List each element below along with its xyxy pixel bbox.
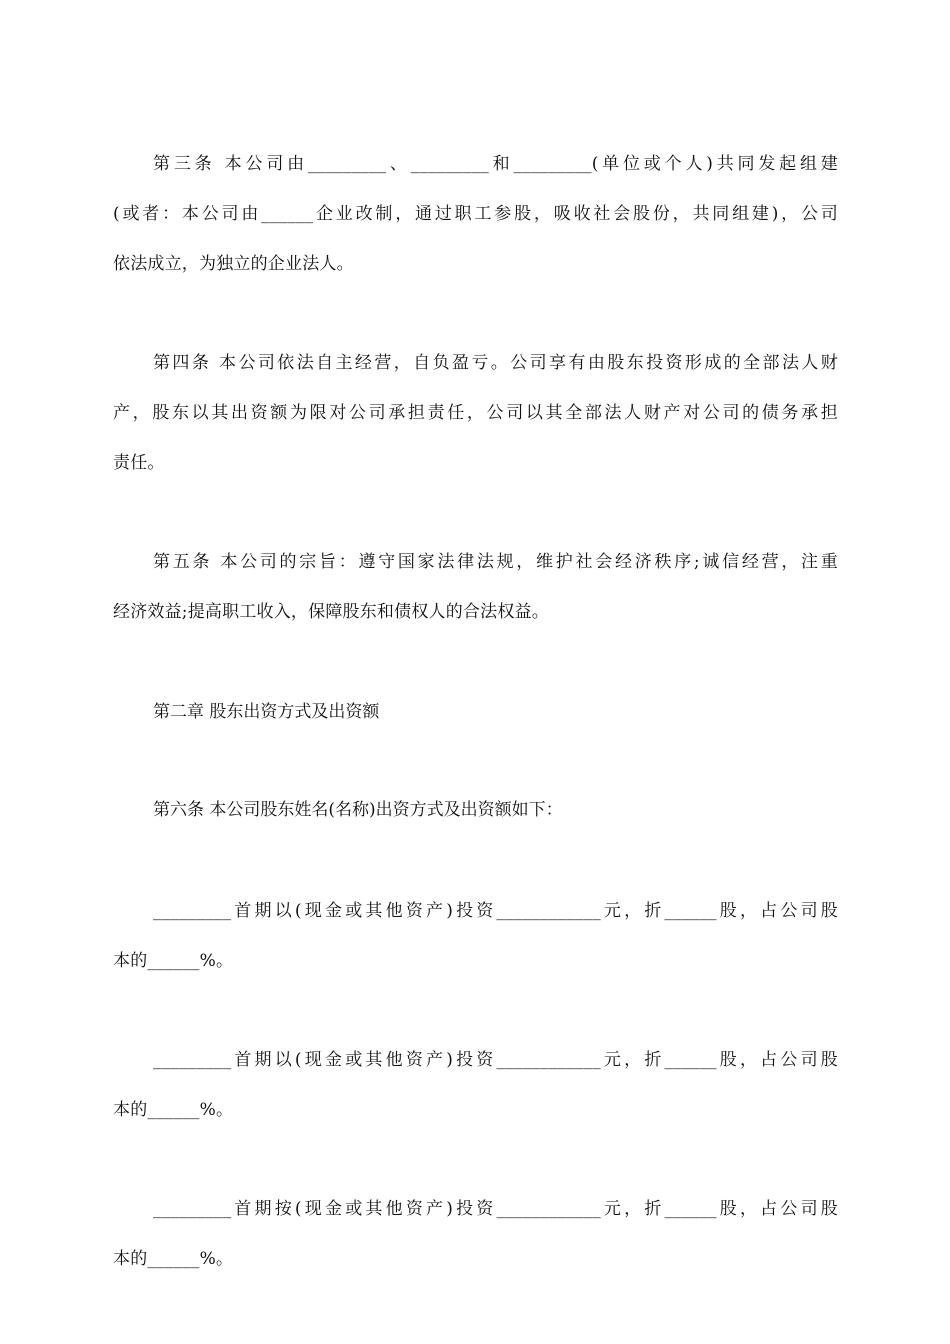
chapter-2-heading: 第二章 股东出资方式及出资额: [153, 702, 380, 722]
article-3-line-1: 第三条 本公司由_________、_________和_________(单位或个人)共同发起组建: [153, 154, 838, 174]
article-5-line-2: 经济效益;提高职工收入，保障股东和债权人的合法权益。: [113, 602, 549, 622]
article-4-line-1: 第四条 本公司依法自主经营，自负盈亏。公司享有由股东投资形成的全部法人财: [153, 353, 838, 373]
shareholder-3-entry: [113, 1184, 838, 1284]
shareholder-2-line-1: _________首期以(现金或其他资产)投资____________元，折______股，占公司股: [153, 1050, 838, 1070]
shareholder-3-line-2: 本的______%。: [113, 1249, 234, 1269]
article-3-paragraph: [113, 139, 838, 289]
shareholder-3-line-1: _________首期按(现金或其他资产)投资____________元，折______股，占公司股: [153, 1199, 838, 1219]
article-4-line-3: 责任。: [113, 453, 165, 473]
shareholder-1-entry: [113, 886, 838, 986]
article-5-paragraph: [113, 537, 838, 637]
article-5-line-1: 第五条 本公司的宗旨：遵守国家法律法规，维护社会经济秩序;诚信经营，注重: [153, 552, 838, 572]
article-3-line-2: (或者：本公司由______企业改制，通过职工参股，吸收社会股份，共同组建)，公司: [113, 204, 838, 224]
shareholder-1-line-2: 本的______%。: [113, 951, 234, 971]
article-4-line-2: 产，股东以其出资额为限对公司承担责任，公司以其全部法人财产对公司的债务承担: [113, 403, 838, 423]
article-3-line-3: 依法成立，为独立的企业法人。: [113, 254, 354, 274]
shareholder-2-line-2: 本的______%。: [113, 1100, 234, 1120]
article-4-paragraph: [113, 338, 838, 488]
article-6-paragraph: 第六条 本公司股东姓名(名称)出资方式及出资额如下：: [153, 800, 563, 820]
shareholder-2-entry: [113, 1035, 838, 1135]
shareholder-1-line-1: _________首期以(现金或其他资产)投资____________元，折______股，占公司股: [153, 901, 838, 921]
